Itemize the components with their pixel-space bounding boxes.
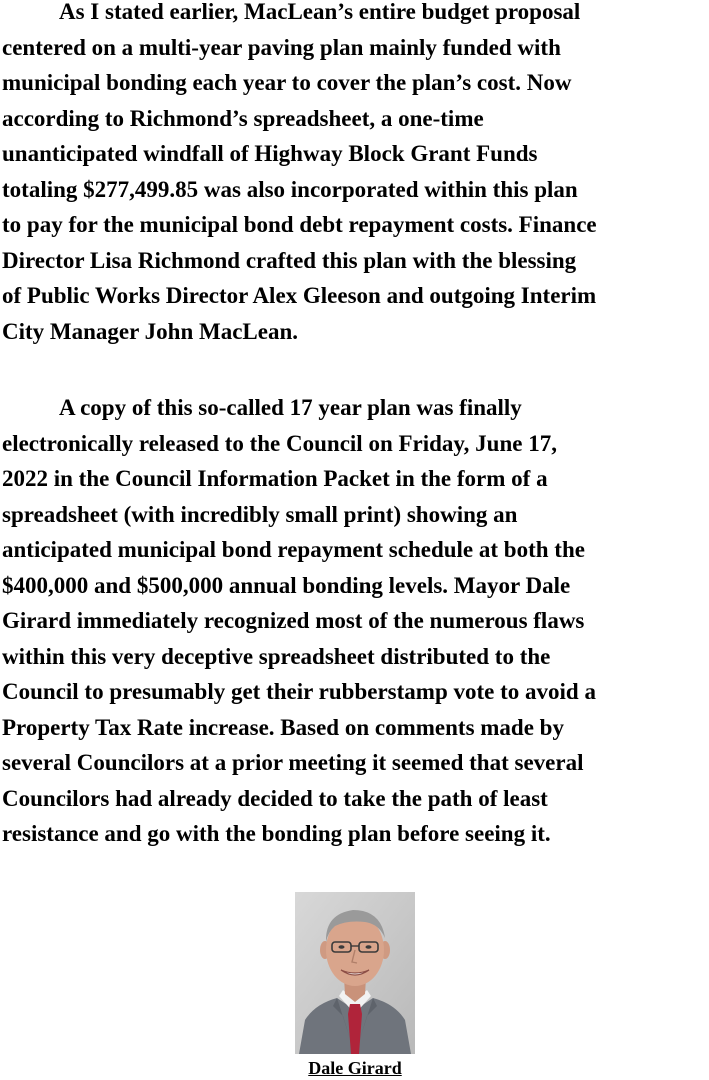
- text-line: unanticipated windfall of Highway Block Grant Funds: [2, 141, 538, 166]
- text-line: Council to presumably get their rubberstamp vote to avoid a: [2, 679, 596, 704]
- paragraph-1: [2, 0, 597, 349]
- text-line: spreadsheet (with incredibly small print) showing an: [2, 501, 518, 527]
- text-line: within this very deceptive spreadsheet distributed to the: [2, 643, 551, 669]
- photo-caption: Dale Girard: [308, 1058, 402, 1078]
- portrait-illustration: [295, 892, 415, 1054]
- text-line: $400,000 and $500,000 annual bonding levels. Mayor Dale: [2, 572, 571, 598]
- text-line: Director Lisa Richmond crafted this plan with the blessing: [2, 247, 577, 273]
- text-line: Councilors had already decided to take the path of least: [2, 785, 548, 811]
- right-eye: [366, 945, 372, 949]
- text-line: according to Richmond’s spreadsheet, a one-time: [2, 105, 484, 131]
- text-line: several Councilors at a prior meeting it seemed that several: [2, 750, 584, 775]
- text-line: anticipated municipal bond repayment schedule at both the: [2, 537, 585, 562]
- text-line: resistance and go with the bonding plan before seeing it.: [2, 821, 551, 846]
- text-line: 2022 in the Council Information Packet in the form of a: [2, 466, 548, 491]
- text-line: City Manager John MacLean.: [2, 318, 299, 344]
- text-line: totaling $277,499.85 was also incorporated within this plan: [2, 176, 578, 202]
- text-line: Property Tax Rate increase. Based on comments made by: [2, 714, 564, 740]
- text-line: electronically released to the Council on Friday, June 17,: [2, 430, 557, 456]
- paragraph-2: [2, 390, 596, 852]
- portrait-photo: [295, 892, 415, 1054]
- text-line: to pay for the municipal bond debt repayment costs. Finance: [2, 212, 597, 237]
- left-eye: [339, 945, 345, 949]
- text-line: As I stated earlier, MacLean’s entire budget proposal: [59, 0, 581, 24]
- text-line: A copy of this so-called 17 year plan was finally: [59, 395, 522, 420]
- text-line: centered on a multi-year paving plan mainly funded with: [2, 34, 561, 60]
- text-line: Girard immediately recognized most of the numerous flaws: [2, 608, 585, 633]
- text-line: of Public Works Director Alex Gleeson and outgoing Interim: [2, 283, 597, 308]
- text-line: municipal bonding each year to cover the plan’s cost. Now: [2, 70, 572, 95]
